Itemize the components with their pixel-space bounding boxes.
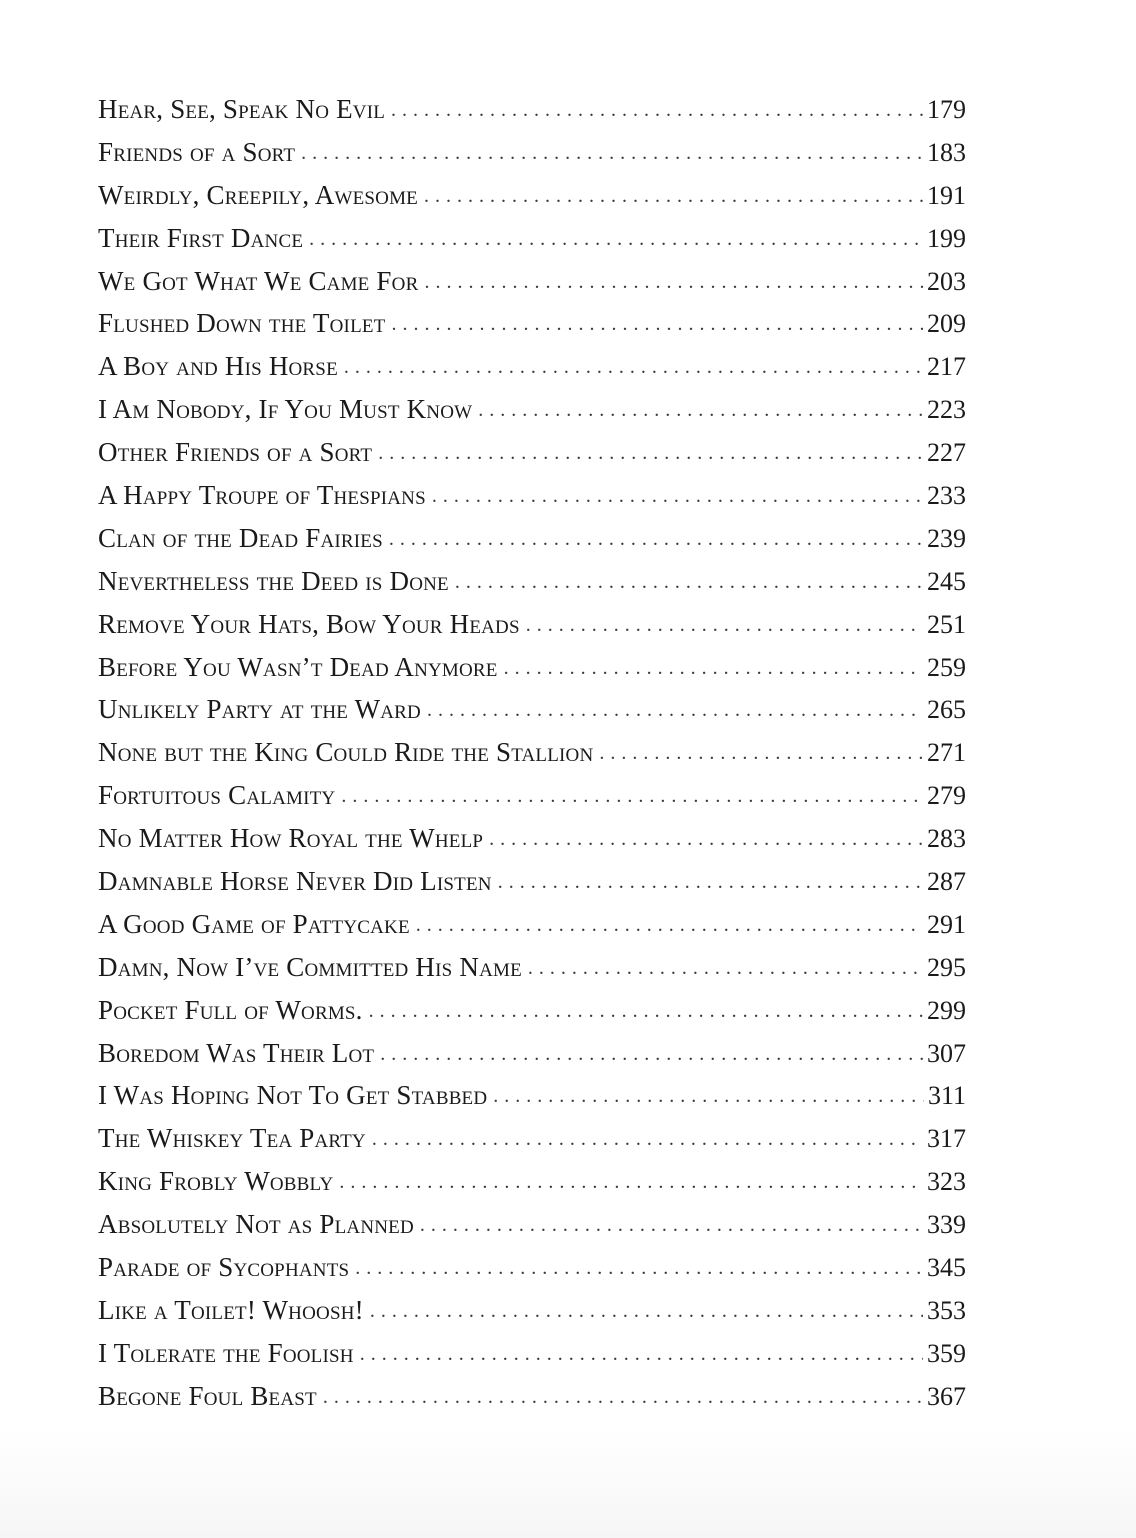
toc-dot-leader	[360, 1333, 923, 1376]
toc-entry-title: I Was Hoping Not To Get Stabbed	[98, 1080, 488, 1111]
toc-dot-leader	[378, 432, 923, 475]
toc-entry-page-number: 283	[927, 824, 966, 854]
toc-entry-title: Weirdly, Creepily, Awesome	[98, 179, 418, 210]
toc-entry	[98, 817, 966, 860]
toc-dot-leader	[339, 1161, 923, 1204]
toc-entry-page-number: 251	[927, 609, 966, 639]
toc-entry-title: Boredom Was Their Lot	[98, 1037, 375, 1068]
toc-entry-page-number: 317	[927, 1124, 966, 1154]
toc-entry-title: King Frobly Wobbly	[98, 1166, 334, 1197]
toc-entry	[98, 946, 966, 989]
toc-entry-title: A Good Game of Pattycake	[98, 908, 410, 939]
toc-dot-leader	[528, 947, 923, 990]
toc-entry-title: The Whiskey Tea Party	[98, 1123, 366, 1154]
page-bottom-shade	[0, 1428, 1136, 1538]
toc-entry	[98, 731, 966, 774]
toc-entry-title: Parade of Sycophants	[98, 1252, 350, 1283]
toc-entry	[98, 1375, 966, 1418]
toc-entry-page-number: 227	[927, 438, 966, 468]
toc-entry-title: No Matter How Royal the Whelp	[98, 823, 484, 854]
toc-dot-leader	[389, 518, 923, 561]
toc-entry	[98, 260, 966, 303]
toc-entry-page-number: 199	[927, 223, 966, 253]
toc-entry-title: Unlikely Party at the Ward	[98, 694, 421, 725]
toc-entry-page-number: 291	[927, 909, 966, 939]
toc-entry-title: We Got What We Came For	[98, 265, 419, 296]
toc-entry-page-number: 287	[927, 867, 966, 897]
toc-entry-title: I Am Nobody, If You Must Know	[98, 394, 473, 425]
toc-entry-page-number: 359	[927, 1338, 966, 1368]
toc-dot-leader	[392, 303, 924, 346]
toc-entry-title: Nevertheless the Deed is Done	[98, 565, 449, 596]
toc-entry	[98, 903, 966, 946]
toc-entry	[98, 1117, 966, 1160]
toc-entry-title: Absolutely Not as Planned	[98, 1209, 414, 1240]
toc-entry-page-number: 345	[927, 1253, 966, 1283]
toc-dot-leader	[301, 132, 923, 175]
toc-entry-title: Fortuitous Calamity	[98, 780, 336, 811]
toc-dot-leader	[424, 175, 923, 218]
toc-entry	[98, 1203, 966, 1246]
toc-entry-title: None but the King Could Ride the Stallion	[98, 737, 594, 768]
toc-entry	[98, 1246, 966, 1289]
toc-entry-title: Flushed Down the Toilet	[98, 308, 386, 339]
toc-entry	[98, 774, 966, 817]
toc-dot-leader	[370, 1290, 923, 1333]
toc-entry-page-number: 323	[927, 1167, 966, 1197]
toc-entry	[98, 603, 966, 646]
toc-dot-leader	[416, 904, 923, 947]
toc-dot-leader	[526, 604, 923, 647]
toc-entry	[98, 646, 966, 689]
toc-entry	[98, 431, 966, 474]
toc-entry	[98, 1160, 966, 1203]
toc-entry-page-number: 295	[927, 952, 966, 982]
toc-dot-leader	[478, 389, 923, 432]
toc-entry-page-number: 299	[927, 995, 966, 1025]
toc-entry	[98, 388, 966, 431]
toc-entry-title: Hear, See, Speak No Evil	[98, 94, 386, 124]
toc-entry	[98, 989, 966, 1032]
toc-entry	[98, 131, 966, 174]
toc-dot-leader	[372, 1118, 923, 1161]
toc-entry	[98, 302, 966, 345]
toc-entry-page-number: 239	[927, 523, 966, 553]
toc-dot-leader	[341, 775, 923, 818]
toc-dot-leader	[344, 346, 923, 389]
toc-dot-leader	[424, 261, 923, 304]
toc-dot-leader	[420, 1204, 923, 1247]
toc-dot-leader	[498, 861, 923, 904]
toc-entry	[98, 688, 966, 731]
toc-entry	[98, 860, 966, 903]
toc-entry-title: I Tolerate the Foolish	[98, 1337, 354, 1368]
toc-entry-page-number: 279	[927, 781, 966, 811]
toc-entry	[98, 217, 966, 260]
toc-entry	[98, 174, 966, 217]
toc-dot-leader	[504, 647, 923, 690]
toc-entry	[98, 1332, 966, 1375]
toc-dot-leader	[355, 1247, 923, 1290]
toc-entry	[98, 88, 966, 131]
toc-entry	[98, 517, 966, 560]
toc-entry	[98, 345, 966, 388]
toc-entry-title: Friends of a Sort	[98, 136, 296, 167]
toc-entry-page-number: 203	[927, 266, 966, 296]
toc-entry-title: Damnable Horse Never Did Listen	[98, 866, 492, 897]
toc-entry-page-number: 217	[927, 352, 966, 382]
toc-entry-title: Before You Wasn’t Dead Anymore	[98, 651, 498, 682]
toc-dot-leader	[493, 1075, 924, 1118]
toc-entry-page-number: 233	[927, 481, 966, 511]
toc-entry-title: Their First Dance	[98, 222, 304, 253]
toc-entry-page-number: 271	[927, 738, 966, 768]
toc-entry-page-number: 265	[927, 695, 966, 725]
toc-entry-title: Like a Toilet! Whoosh!	[98, 1294, 364, 1325]
toc-dot-leader	[323, 1376, 923, 1419]
table-of-contents	[98, 88, 966, 1418]
toc-entry-page-number: 259	[927, 652, 966, 682]
toc-entry-page-number: 353	[927, 1295, 966, 1325]
toc-entry-page-number: 183	[927, 137, 966, 167]
toc-entry	[98, 560, 966, 603]
toc-entry-page-number: 339	[927, 1210, 966, 1240]
toc-entry-title: Pocket Full of Worms.	[98, 994, 363, 1025]
toc-entry-page-number: 245	[927, 566, 966, 596]
toc-entry-page-number: 311	[927, 1081, 966, 1111]
toc-entry	[98, 1032, 966, 1075]
toc-dot-leader	[489, 818, 923, 861]
toc-entry	[98, 1074, 966, 1117]
toc-entry	[98, 1289, 966, 1332]
toc-entry-page-number: 179	[927, 95, 966, 124]
toc-entry-title: A Boy and His Horse	[98, 351, 338, 382]
toc-entry-title: Remove Your Hats, Bow Your Heads	[98, 608, 520, 639]
toc-dot-leader	[309, 218, 923, 261]
toc-entry-page-number: 307	[927, 1038, 966, 1068]
toc-entry-page-number: 191	[927, 180, 966, 210]
toc-entry-title: Damn, Now I’ve Committed His Name	[98, 951, 522, 982]
toc-dot-leader	[391, 89, 923, 132]
toc-entry-page-number: 209	[927, 309, 966, 339]
toc-dot-leader	[369, 990, 923, 1033]
toc-entry-title: A Happy Troupe of Thespians	[98, 480, 426, 511]
toc-entry-title: Clan of the Dead Fairies	[98, 522, 383, 553]
toc-entry-page-number: 223	[927, 395, 966, 425]
toc-dot-leader	[432, 475, 923, 518]
toc-dot-leader	[455, 561, 923, 604]
toc-dot-leader	[380, 1033, 923, 1076]
toc-entry	[98, 474, 966, 517]
toc-entry-title: Other Friends of a Sort	[98, 437, 373, 468]
toc-dot-leader	[599, 732, 923, 775]
toc-entry-page-number: 367	[927, 1381, 966, 1411]
toc-entry-title: Begone Foul Beast	[98, 1380, 317, 1411]
toc-dot-leader	[427, 689, 923, 732]
